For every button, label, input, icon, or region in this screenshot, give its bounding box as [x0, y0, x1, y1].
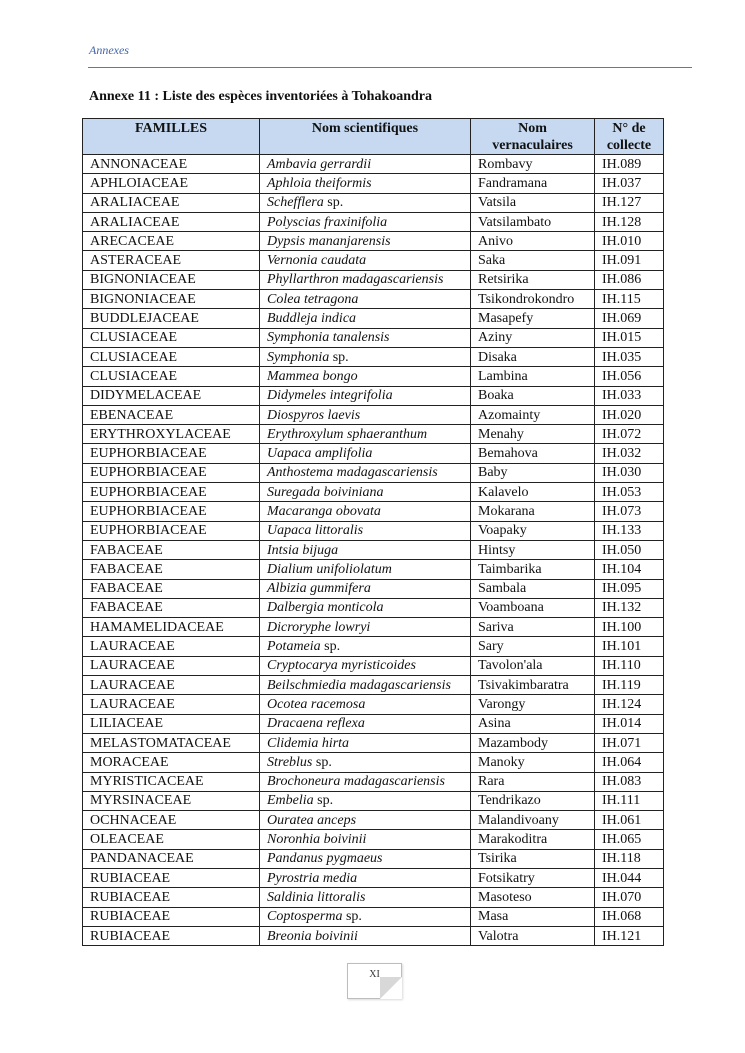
scientific-name: Schefflera: [267, 195, 324, 211]
scientific-name-cell: [260, 598, 471, 617]
table-row: [83, 579, 664, 598]
table-row: [83, 907, 664, 926]
scientific-name-cell: [260, 463, 471, 482]
table-row: [83, 155, 664, 174]
scientific-name: Albizia gummifera: [267, 581, 371, 597]
collection-number-cell: IH.044: [595, 868, 664, 887]
family-cell: LAURACEAE: [83, 695, 260, 714]
collection-number-cell: IH.133: [595, 521, 664, 540]
scientific-name: Polyscias fraxinifolia: [267, 214, 388, 230]
scientific-name: Buddleja indica: [267, 311, 357, 327]
scientific-name-cell: [260, 868, 471, 887]
scientific-name: Vernonia caudata: [267, 253, 367, 269]
header-vernacular-name: Nom vernaculaires: [471, 119, 595, 155]
family-cell: MORACEAE: [83, 753, 260, 772]
vernacular-name-cell: Anivo: [471, 232, 595, 251]
scientific-name-cell: [260, 386, 471, 405]
table-row: [83, 637, 664, 656]
vernacular-name-cell: Asina: [471, 714, 595, 733]
species-suffix: sp.: [342, 909, 362, 925]
scientific-name: Streblus: [267, 754, 313, 770]
scientific-name: Didymeles integrifolia: [267, 388, 393, 404]
scientific-name: Colea tetragona: [267, 291, 359, 307]
family-cell: DIDYMELACEAE: [83, 386, 260, 405]
vernacular-name-cell: Fandramana: [471, 174, 595, 193]
family-cell: ARALIACEAE: [83, 193, 260, 212]
table-row: [83, 888, 664, 907]
scientific-name: Breonia boivinii: [267, 928, 358, 944]
scientific-name: Aphloia theiformis: [267, 175, 372, 191]
page-fold-corner: [380, 977, 402, 999]
table-row: [83, 425, 664, 444]
table-row: [83, 868, 664, 887]
scientific-name-cell: [260, 560, 471, 579]
scientific-name: Ouratea anceps: [267, 812, 357, 828]
collection-number-cell: IH.064: [595, 753, 664, 772]
vernacular-name-cell: Sambala: [471, 579, 595, 598]
vernacular-name-cell: Sariva: [471, 618, 595, 637]
collection-number-cell: IH.091: [595, 251, 664, 270]
vernacular-name-cell: Manoky: [471, 753, 595, 772]
scientific-name: Cryptocarya myristicoides: [267, 658, 416, 674]
scientific-name: Symphonia tanalensis: [267, 330, 390, 346]
scientific-name-cell: [260, 425, 471, 444]
family-cell: MYRISTICACEAE: [83, 772, 260, 791]
table-row: [83, 502, 664, 521]
table-row: [83, 656, 664, 675]
scientific-name-cell: [260, 676, 471, 695]
page-number: XI: [369, 969, 380, 980]
scientific-name-cell: [260, 791, 471, 810]
collection-number-cell: IH.010: [595, 232, 664, 251]
annex-caption: Annexe 11 : Liste des espèces inventoriées à Tohakoandra: [89, 89, 433, 104]
vernacular-name-cell: Disaka: [471, 347, 595, 366]
family-cell: ARALIACEAE: [83, 212, 260, 231]
scientific-name: Clidemia hirta: [267, 735, 350, 751]
header-scientific-name: Nom scientifiques: [260, 119, 471, 155]
collection-number-cell: IH.069: [595, 309, 664, 328]
vernacular-name-cell: Tavolon'ala: [471, 656, 595, 675]
scientific-name-cell: [260, 907, 471, 926]
vernacular-name-cell: Boaka: [471, 386, 595, 405]
running-head: Annexes: [89, 43, 129, 57]
scientific-name: Ocotea racemosa: [267, 696, 366, 712]
collection-number-cell: IH.030: [595, 463, 664, 482]
table-row: [83, 791, 664, 810]
collection-number-cell: IH.071: [595, 733, 664, 752]
scientific-name-cell: [260, 888, 471, 907]
vernacular-name-cell: Menahy: [471, 425, 595, 444]
collection-number-cell: IH.068: [595, 907, 664, 926]
scientific-name: Dicroryphe lowryi: [267, 619, 371, 635]
table-row: [83, 444, 664, 463]
vernacular-name-cell: Saka: [471, 251, 595, 270]
vernacular-name-cell: Rara: [471, 772, 595, 791]
table-row: [83, 463, 664, 482]
collection-number-cell: IH.110: [595, 656, 664, 675]
collection-number-cell: IH.050: [595, 540, 664, 559]
species-suffix: sp.: [320, 639, 341, 655]
collection-number-cell: IH.127: [595, 193, 664, 212]
scientific-name-cell: [260, 367, 471, 386]
vernacular-name-cell: Kalavelo: [471, 483, 595, 502]
scientific-name-cell: [260, 174, 471, 193]
collection-number-cell: IH.124: [595, 695, 664, 714]
scientific-name-cell: [260, 483, 471, 502]
table-row: [83, 174, 664, 193]
vernacular-name-cell: Vatsila: [471, 193, 595, 212]
scientific-name-cell: [260, 251, 471, 270]
scientific-name: Dialium unifoliolatum: [267, 561, 392, 577]
collection-number-cell: IH.121: [595, 926, 664, 945]
scientific-name: Dracaena reflexa: [267, 716, 365, 732]
collection-number-cell: IH.033: [595, 386, 664, 405]
species-table: [82, 118, 664, 946]
table-row: [83, 347, 664, 366]
table-row: [83, 290, 664, 309]
family-cell: LILIACEAE: [83, 714, 260, 733]
family-cell: FABACEAE: [83, 579, 260, 598]
scientific-name: Ambavia gerrardii: [267, 156, 372, 172]
family-cell: CLUSIACEAE: [83, 367, 260, 386]
vernacular-name-cell: Tsikondrokondro: [471, 290, 595, 309]
vernacular-name-cell: Sary: [471, 637, 595, 656]
family-cell: CLUSIACEAE: [83, 347, 260, 366]
family-cell: LAURACEAE: [83, 656, 260, 675]
collection-number-cell: IH.083: [595, 772, 664, 791]
collection-number-cell: IH.104: [595, 560, 664, 579]
table-row: [83, 483, 664, 502]
table-row: [83, 251, 664, 270]
collection-number-cell: IH.020: [595, 405, 664, 424]
species-suffix: sp.: [313, 793, 334, 809]
table-row: [83, 830, 664, 849]
family-cell: EUPHORBIACEAE: [83, 483, 260, 502]
family-cell: RUBIACEAE: [83, 926, 260, 945]
header-families: FAMILLES: [83, 119, 260, 155]
collection-number-cell: IH.095: [595, 579, 664, 598]
table-row: [83, 733, 664, 752]
family-cell: MELASTOMATACEAE: [83, 733, 260, 752]
collection-number-cell: IH.015: [595, 328, 664, 347]
scientific-name-cell: [260, 328, 471, 347]
family-cell: ARECACEAE: [83, 232, 260, 251]
vernacular-name-cell: Tsivakimbaratra: [471, 676, 595, 695]
scientific-name: Dypsis mananjarensis: [267, 233, 391, 249]
scientific-name-cell: [260, 830, 471, 849]
collection-number-cell: IH.061: [595, 811, 664, 830]
scientific-name-cell: [260, 637, 471, 656]
vernacular-name-cell: Tendrikazo: [471, 791, 595, 810]
collection-number-cell: IH.101: [595, 637, 664, 656]
family-cell: EUPHORBIACEAE: [83, 463, 260, 482]
page-number-box: [347, 963, 402, 999]
family-cell: EBENACEAE: [83, 405, 260, 424]
scientific-name-cell: [260, 540, 471, 559]
collection-number-cell: IH.056: [595, 367, 664, 386]
scientific-name: Mammea bongo: [267, 368, 358, 384]
table-row: [83, 598, 664, 617]
scientific-name: Suregada boiviniana: [267, 484, 384, 500]
family-cell: BIGNONIACEAE: [83, 290, 260, 309]
vernacular-name-cell: Mazambody: [471, 733, 595, 752]
collection-number-cell: IH.118: [595, 849, 664, 868]
collection-number-cell: IH.100: [595, 618, 664, 637]
vernacular-name-cell: Marakoditra: [471, 830, 595, 849]
family-cell: RUBIACEAE: [83, 907, 260, 926]
family-cell: ASTERACEAE: [83, 251, 260, 270]
table-row: [83, 753, 664, 772]
vernacular-name-cell: Tsirika: [471, 849, 595, 868]
vernacular-name-cell: Masa: [471, 907, 595, 926]
scientific-name-cell: [260, 444, 471, 463]
table-row: [83, 405, 664, 424]
collection-number-cell: IH.089: [595, 155, 664, 174]
species-suffix: sp.: [323, 195, 344, 211]
collection-number-cell: IH.132: [595, 598, 664, 617]
vernacular-name-cell: Varongy: [471, 695, 595, 714]
table-row: [83, 849, 664, 868]
scientific-name: Brochoneura madagascariensis: [267, 774, 445, 790]
vernacular-name-cell: Masapefy: [471, 309, 595, 328]
vernacular-name-cell: Lambina: [471, 367, 595, 386]
collection-number-cell: IH.014: [595, 714, 664, 733]
table-row: [83, 560, 664, 579]
family-cell: APHLOIACEAE: [83, 174, 260, 193]
vernacular-name-cell: Rombavy: [471, 155, 595, 174]
vernacular-name-cell: Valotra: [471, 926, 595, 945]
scientific-name-cell: [260, 232, 471, 251]
family-cell: FABACEAE: [83, 540, 260, 559]
table-row: [83, 232, 664, 251]
scientific-name-cell: [260, 714, 471, 733]
vernacular-name-cell: Mokarana: [471, 502, 595, 521]
scientific-name: Pyrostria media: [267, 870, 358, 886]
scientific-name-cell: [260, 212, 471, 231]
family-cell: RUBIACEAE: [83, 888, 260, 907]
table-row: [83, 386, 664, 405]
scientific-name-cell: [260, 502, 471, 521]
collection-number-cell: IH.072: [595, 425, 664, 444]
scientific-name: Anthostema madagascariensis: [267, 465, 438, 481]
scientific-name: Intsia bijuga: [267, 542, 339, 558]
species-suffix: sp.: [329, 349, 349, 365]
header-rule: [88, 67, 692, 68]
scientific-name: Coptosperma: [267, 909, 343, 925]
family-cell: CLUSIACEAE: [83, 328, 260, 347]
scientific-name-cell: [260, 270, 471, 289]
scientific-name: Noronhia boivinii: [267, 832, 367, 848]
vernacular-name-cell: Bemahova: [471, 444, 595, 463]
vernacular-name-cell: Voamboana: [471, 598, 595, 617]
family-cell: ANNONACEAE: [83, 155, 260, 174]
table-row: [83, 811, 664, 830]
scientific-name-cell: [260, 733, 471, 752]
species-suffix: sp.: [312, 754, 332, 770]
vernacular-name-cell: Hintsy: [471, 540, 595, 559]
family-cell: HAMAMELIDACEAE: [83, 618, 260, 637]
scientific-name: Macaranga obovata: [267, 503, 381, 519]
scientific-name-cell: [260, 309, 471, 328]
scientific-name: Dalbergia monticola: [267, 600, 384, 616]
family-cell: EUPHORBIACEAE: [83, 502, 260, 521]
scientific-name-cell: [260, 811, 471, 830]
scientific-name: Saldinia littoralis: [267, 889, 366, 905]
collection-number-cell: IH.128: [595, 212, 664, 231]
family-cell: LAURACEAE: [83, 637, 260, 656]
scientific-name: Beilschmiedia madagascariensis: [267, 677, 451, 693]
vernacular-name-cell: Azomainty: [471, 405, 595, 424]
vernacular-name-cell: Fotsikatry: [471, 868, 595, 887]
vernacular-name-cell: Taimbarika: [471, 560, 595, 579]
scientific-name-cell: [260, 347, 471, 366]
family-cell: BUDDLEJACEAE: [83, 309, 260, 328]
table-row: [83, 695, 664, 714]
scientific-name-cell: [260, 290, 471, 309]
table-row: [83, 193, 664, 212]
scientific-name-cell: [260, 926, 471, 945]
family-cell: OCHNACEAE: [83, 811, 260, 830]
scientific-name-cell: [260, 753, 471, 772]
scientific-name-cell: [260, 656, 471, 675]
vernacular-name-cell: Baby: [471, 463, 595, 482]
vernacular-name-cell: Masoteso: [471, 888, 595, 907]
family-cell: BIGNONIACEAE: [83, 270, 260, 289]
scientific-name: Uapaca littoralis: [267, 523, 364, 539]
family-cell: LAURACEAE: [83, 676, 260, 695]
family-cell: PANDANACEAE: [83, 849, 260, 868]
table-row: [83, 714, 664, 733]
table-row: [83, 309, 664, 328]
vernacular-name-cell: Malandivoany: [471, 811, 595, 830]
scientific-name-cell: [260, 849, 471, 868]
vernacular-name-cell: Voapaky: [471, 521, 595, 540]
table-row: [83, 212, 664, 231]
collection-number-cell: IH.037: [595, 174, 664, 193]
collection-number-cell: IH.032: [595, 444, 664, 463]
family-cell: RUBIACEAE: [83, 868, 260, 887]
scientific-name: Embelia: [267, 793, 314, 809]
family-cell: MYRSINACEAE: [83, 791, 260, 810]
scientific-name-cell: [260, 579, 471, 598]
collection-number-cell: IH.115: [595, 290, 664, 309]
collection-number-cell: IH.086: [595, 270, 664, 289]
scientific-name: Diospyros laevis: [267, 407, 361, 423]
table-header-row: [83, 119, 664, 155]
scientific-name-cell: [260, 618, 471, 637]
table-row: [83, 521, 664, 540]
family-cell: EUPHORBIACEAE: [83, 444, 260, 463]
scientific-name: Potameia: [267, 639, 321, 655]
collection-number-cell: IH.119: [595, 676, 664, 695]
scientific-name-cell: [260, 155, 471, 174]
table-row: [83, 367, 664, 386]
scientific-name: Phyllarthron madagascariensis: [267, 272, 444, 288]
table-row: [83, 676, 664, 695]
family-cell: FABACEAE: [83, 560, 260, 579]
scientific-name: Erythroxylum sphaeranthum: [267, 426, 428, 442]
family-cell: FABACEAE: [83, 598, 260, 617]
table-row: [83, 772, 664, 791]
family-cell: EUPHORBIACEAE: [83, 521, 260, 540]
species-table-body: [83, 155, 664, 946]
table-row: [83, 926, 664, 945]
table-row: [83, 540, 664, 559]
table-row: [83, 618, 664, 637]
scientific-name: Uapaca amplifolia: [267, 446, 373, 462]
scientific-name-cell: [260, 193, 471, 212]
collection-number-cell: IH.073: [595, 502, 664, 521]
scientific-name: Pandanus pygmaeus: [267, 851, 383, 867]
scientific-name-cell: [260, 521, 471, 540]
vernacular-name-cell: Retsirika: [471, 270, 595, 289]
table-row: [83, 270, 664, 289]
header-collection-number: N° de collecte: [595, 119, 664, 155]
table-row: [83, 328, 664, 347]
family-cell: ERYTHROXYLACEAE: [83, 425, 260, 444]
scientific-name-cell: [260, 695, 471, 714]
family-cell: OLEACEAE: [83, 830, 260, 849]
collection-number-cell: IH.070: [595, 888, 664, 907]
collection-number-cell: IH.053: [595, 483, 664, 502]
collection-number-cell: IH.111: [595, 791, 664, 810]
collection-number-cell: IH.065: [595, 830, 664, 849]
vernacular-name-cell: Vatsilambato: [471, 212, 595, 231]
scientific-name-cell: [260, 772, 471, 791]
scientific-name-cell: [260, 405, 471, 424]
vernacular-name-cell: Aziny: [471, 328, 595, 347]
scientific-name: Symphonia: [267, 349, 330, 365]
collection-number-cell: IH.035: [595, 347, 664, 366]
